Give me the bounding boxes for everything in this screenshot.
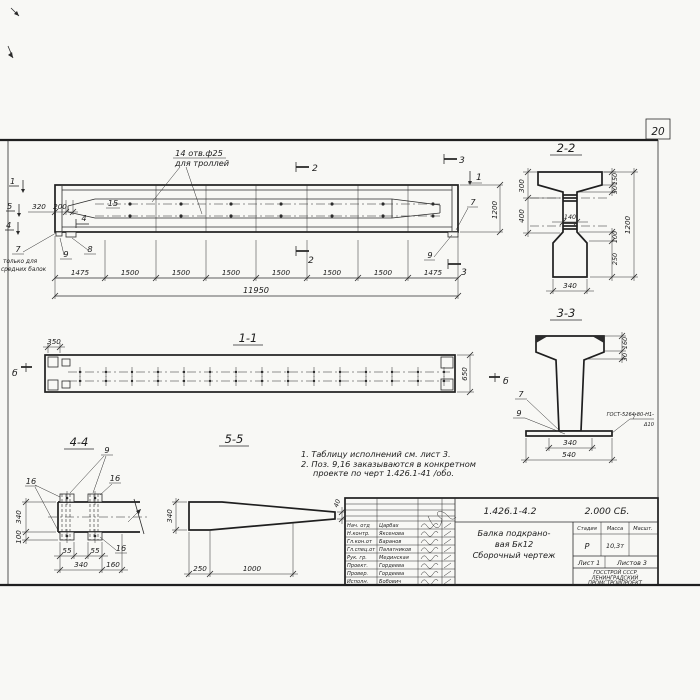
stage-label: Стадия [577,526,597,532]
linework [444,563,451,568]
doc-code: 2.000 СБ. [584,506,630,517]
section-flag-2-top-icon [296,162,318,174]
dim-650: 650 [460,367,469,381]
svg-text:1: 1 [10,176,16,186]
holes-note-line2: для троллей [174,158,230,168]
note-line-3: проекте по черт 1.426.1-41 /обо. [313,468,455,478]
dim-50: 50 [611,185,619,195]
sheets-total: Листов 3 [617,559,647,567]
dim-100-44: 100 [14,530,23,544]
dim-340-44: 340 [14,510,23,524]
section-3-3-title: 3-3 [556,306,576,320]
linework [421,531,438,536]
linework [444,571,451,576]
hole-dot [229,202,232,205]
hole-dot [431,214,434,217]
section-1-1-title: 1-1 [238,331,258,345]
mass-value: 10,3т [606,542,624,550]
item-7-note-line2: средних балок [1,267,47,273]
linework [444,547,451,552]
seg-dim: 1475 [423,268,443,277]
item-8-label: 8 [87,244,93,254]
item-15-label: 15 [107,198,119,208]
signature-scribbles [421,511,456,584]
linework [421,579,438,584]
note-line-2: 2. Поз. 9,16 заказываются в конкретном [301,459,476,469]
svg-text:4: 4 [6,220,12,230]
svg-text:3: 3 [461,267,467,278]
title-block [345,498,658,587]
section-marker-1-icon [9,176,25,193]
dim-340b-44: 340 [74,560,88,569]
seg-dim: 1500 [271,268,291,277]
sig-name: Бобович [379,579,402,585]
dim-540: 540 [562,450,576,459]
dim-340-22: 340 [563,281,577,290]
section-marker-b-right-icon [489,373,509,387]
sheet-number: 20 [651,126,665,138]
holes-note-line1: 14 отв.ф25 [175,148,223,158]
item-9-right-label: 9 [427,250,433,260]
view-arrow-1-icon [468,171,482,185]
linework [421,555,438,560]
sig-name: Гордеева [379,571,405,577]
dim-160: 160 [621,336,629,350]
linework [421,547,438,552]
section-flag-2-bottom-icon [296,246,314,266]
dim-250: 250 [611,252,619,266]
hole-dot [229,214,232,217]
seg-dim: 1500 [373,268,393,277]
hole-dot [279,214,282,217]
seg-dim: 1500 [171,268,191,277]
sig-role: Нач. отд [347,523,370,529]
dim-1000: 1000 [242,564,262,573]
sig-role: Гл.кон.от [347,539,372,545]
sig-role: Провер. [347,571,369,577]
section-2-2-title: 2-2 [556,141,576,155]
linework [444,539,451,544]
section-1-1-view [12,331,509,392]
seg-dim: 1500 [120,268,140,277]
sig-role: Проект. [347,563,368,569]
signature-rows [347,511,456,585]
dim-200: 200 [53,202,67,211]
linework [444,555,451,560]
dim-400: 400 [517,209,526,223]
dim-320: 320 [32,202,46,211]
dim-350: 350 [47,337,61,346]
dim-40: 40 [331,498,343,509]
item-7-note-line1: только для [3,259,38,265]
linework [421,523,438,528]
mass-label: Масса [606,526,624,532]
dim-55a: 55 [62,546,72,555]
section-flag-3-top-icon [444,154,465,166]
linework [421,571,438,576]
scale-label: Масшт. [633,526,653,532]
item-9-left-label: 9 [63,249,69,259]
item-7-right-label: 7 [470,197,476,207]
seg-dim: 1500 [322,268,342,277]
sig-role: Н.контр. [347,531,370,537]
dim-100: 100 [611,230,619,244]
doc-number: 1.426.1-4.2 [483,506,537,517]
notes-block [301,449,476,478]
hole-dot [330,214,333,217]
drawing-title-line1: Балка подкрано- [477,528,551,538]
linework [444,579,451,584]
drawing-title-line3: Сборочный чертеж [472,550,556,560]
svg-text:2: 2 [308,255,314,266]
linework [421,539,438,544]
section-flag-3-bottom-icon [448,259,467,278]
note-line-1: 1. Таблицу исполнений см. лист 3. [301,449,451,459]
svg-text:б: б [503,376,509,387]
dim-140: 140 [563,213,577,221]
dim-30: 30 [621,352,629,362]
svg-text:б: б [12,368,18,379]
section-4-4-view [14,435,148,573]
section-2-2-view [517,141,638,294]
section-3-3-view [513,306,654,463]
dim-250: 250 [193,564,207,573]
sig-name: Гордеева [379,563,405,569]
sig-name: Палатников [379,547,412,553]
item-16-bottom-label: 16 [115,543,127,553]
section-5-5-title: 5-5 [224,432,244,446]
org-line1: ГОССТРОЙ СССР [593,570,637,576]
sig-role: Исполн. [347,579,369,585]
svg-text:1: 1 [476,172,482,183]
sig-name: Баранов [379,539,402,545]
section-marker-4-icon [5,220,20,235]
sig-name: Яксенова [379,531,405,537]
dim-150: 150 [611,172,619,186]
item-4-label: 4 [81,213,87,223]
org-line3: ПРОМСТРОЙПРОЕКТ [588,580,642,587]
sig-name: Мединская [379,555,409,561]
hole-dot [179,202,182,205]
dim-55b: 55 [90,546,100,555]
total-dim: 11950 [242,285,270,295]
seg-dim: 1475 [70,268,90,277]
item-16-left-label: 16 [25,476,37,486]
hole-dot [431,202,434,205]
item-9-44-label: 9 [104,445,110,455]
dim-1200-main: 1200 [490,200,499,220]
dim-340-33: 340 [563,438,577,447]
stage-value: Р [584,541,590,551]
svg-text:2: 2 [312,163,318,174]
dim-160-44: 160 [106,560,120,569]
linework [421,563,438,568]
section-4-4-title: 4-4 [69,435,89,449]
hole-dot [330,202,333,205]
org-line2: ЛЕНИНГРАДСКИЙ [591,575,639,582]
section-marker-b-left-icon [12,363,32,379]
hole-dot [128,202,131,205]
svg-text:3: 3 [459,155,465,166]
hole-dot [128,214,131,217]
sheet-count: Лист 1 [577,559,601,567]
sig-name: Царбах [379,523,399,529]
item-16-right-label: 16 [109,473,121,483]
item-7-33-label: 7 [518,389,524,399]
item-9-33-label: 9 [516,408,522,418]
sig-role: Рук. гр. [347,555,367,561]
dim-300: 300 [517,179,526,193]
dim-340-55: 340 [165,509,174,523]
hole-dot [381,214,384,217]
linework [444,531,451,536]
fold-mark-icon [8,8,19,58]
item-7-left-label: 7 [15,244,21,254]
hole-dot [381,202,384,205]
svg-text:5: 5 [7,201,13,211]
sig-role: Гл.спец.от [347,547,376,553]
dim-1200-section: 1200 [623,215,632,235]
hole-dot [279,202,282,205]
weld-note-line1: ГОСТ-5264-80-Н1- [606,412,654,418]
linework [444,523,451,528]
weld-note-line2: Δ10 [644,422,654,428]
seg-dim: 1500 [221,268,241,277]
hole-dot [179,214,182,217]
main-elevation-view [1,148,503,299]
drawing-title-line2: вая Бк12 [494,539,534,549]
